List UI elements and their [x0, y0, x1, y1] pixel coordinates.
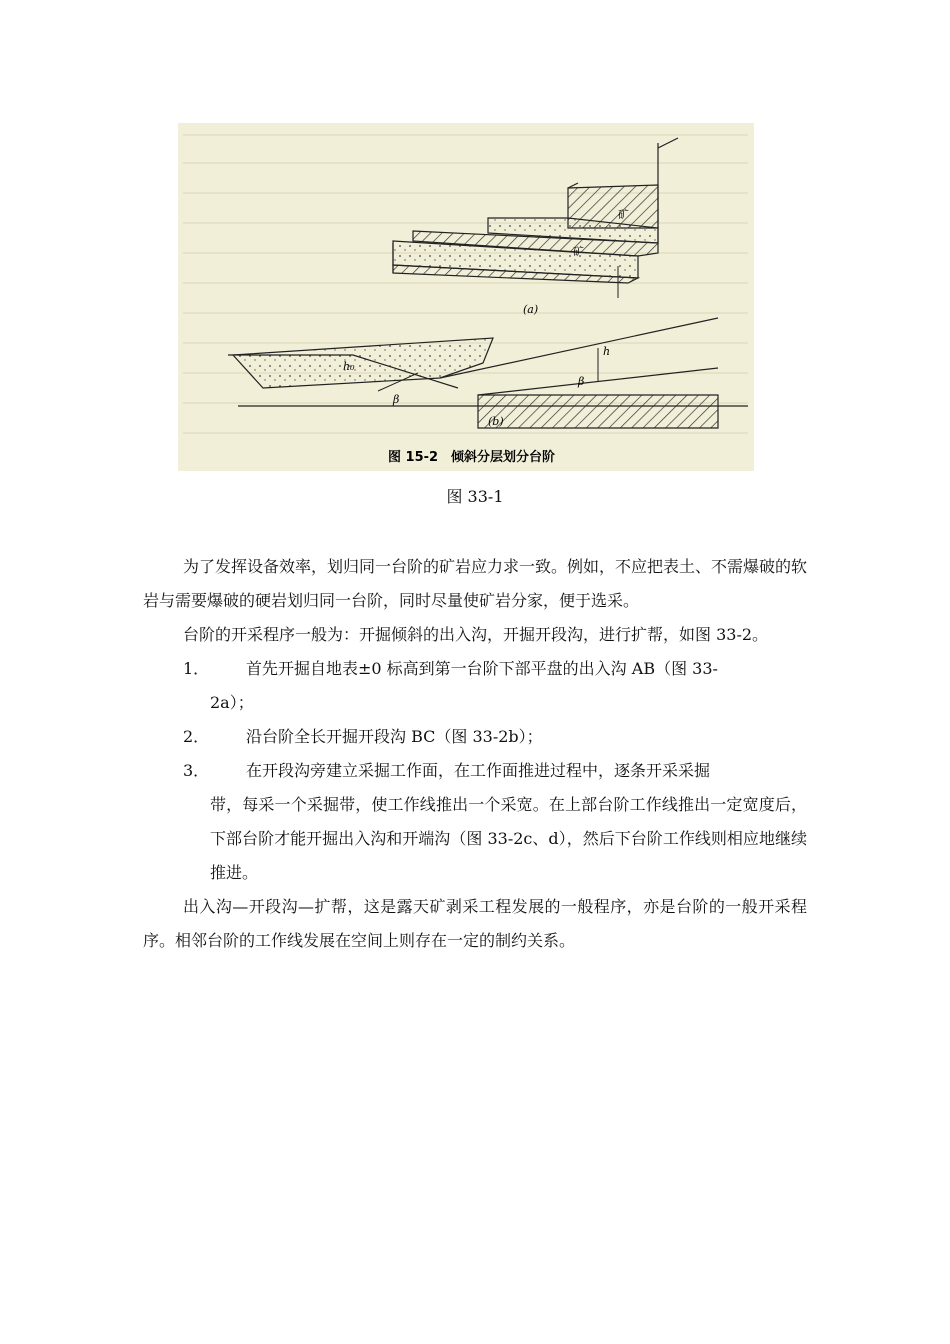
list-item-first-line: 沿台阶全长开掘开段沟 BC（图 33-2b）； — [246, 727, 543, 746]
list-number: 2． — [183, 727, 210, 746]
paragraph-closing: 出入沟—开段沟—扩帮，这是露天矿剥采工程发展的一般程序，亦是台阶的一般开采程序。相邻台阶的工作线发展在空间上则存在一定的制约关系。 — [143, 897, 807, 950]
list-item-3 — [143, 754, 807, 890]
list-item-first-line: 在开段沟旁建立采掘工作面，在工作面推进过程中，逐条开采采掘 — [246, 761, 711, 780]
label-beta-right: β — [578, 375, 585, 388]
label-b: (b) — [488, 415, 504, 428]
list-number: 3． — [183, 761, 210, 780]
paragraph-1: 为了发挥设备效率，划归同一台阶的矿岩应力求一致。例如，不应把表土、不需爆破的软岩与需要爆破的硬岩划归同一台阶，同时尽量使矿岩分家，便于选采。 — [143, 557, 808, 610]
ore-label-bottom: 矿 — [573, 245, 584, 258]
label-h: h — [603, 345, 611, 358]
ore-label-top: 矿 — [618, 208, 629, 221]
label-beta-left: β — [393, 393, 400, 406]
body-text — [143, 550, 807, 958]
diagram-a — [393, 138, 678, 316]
label-h0: h₀ — [343, 360, 355, 373]
list-item-rest: 2a）； — [210, 693, 254, 712]
list-item-1 — [143, 652, 807, 720]
figure-caption: 图 33-1 — [446, 487, 504, 506]
figure-image — [178, 123, 754, 471]
list-number: 1． — [183, 659, 210, 678]
figure-inner-caption: 图 15-2 倾斜分层划分台阶 — [388, 450, 556, 465]
list-item-2 — [143, 720, 807, 754]
list-item-first-line: 首先开掘自地表±0 标高到第一台阶下部平盘的出入沟 AB（图 33- — [246, 659, 718, 678]
label-a: (a) — [523, 303, 539, 316]
list-item-rest: 带，每采一个采掘带，使工作线推出一个采宽。在上部台阶工作线推出一定宽度后，下部台阶才能开掘出入沟和开端沟（图 33-2c、d），然后下台阶工作线则相应地继续推进。 — [210, 795, 807, 882]
paragraph-2: 台阶的开采程序一般为：开掘倾斜的出入沟，开掘开段沟，进行扩帮，如图 33-2。 — [183, 625, 769, 644]
bench-diagram — [178, 123, 754, 471]
